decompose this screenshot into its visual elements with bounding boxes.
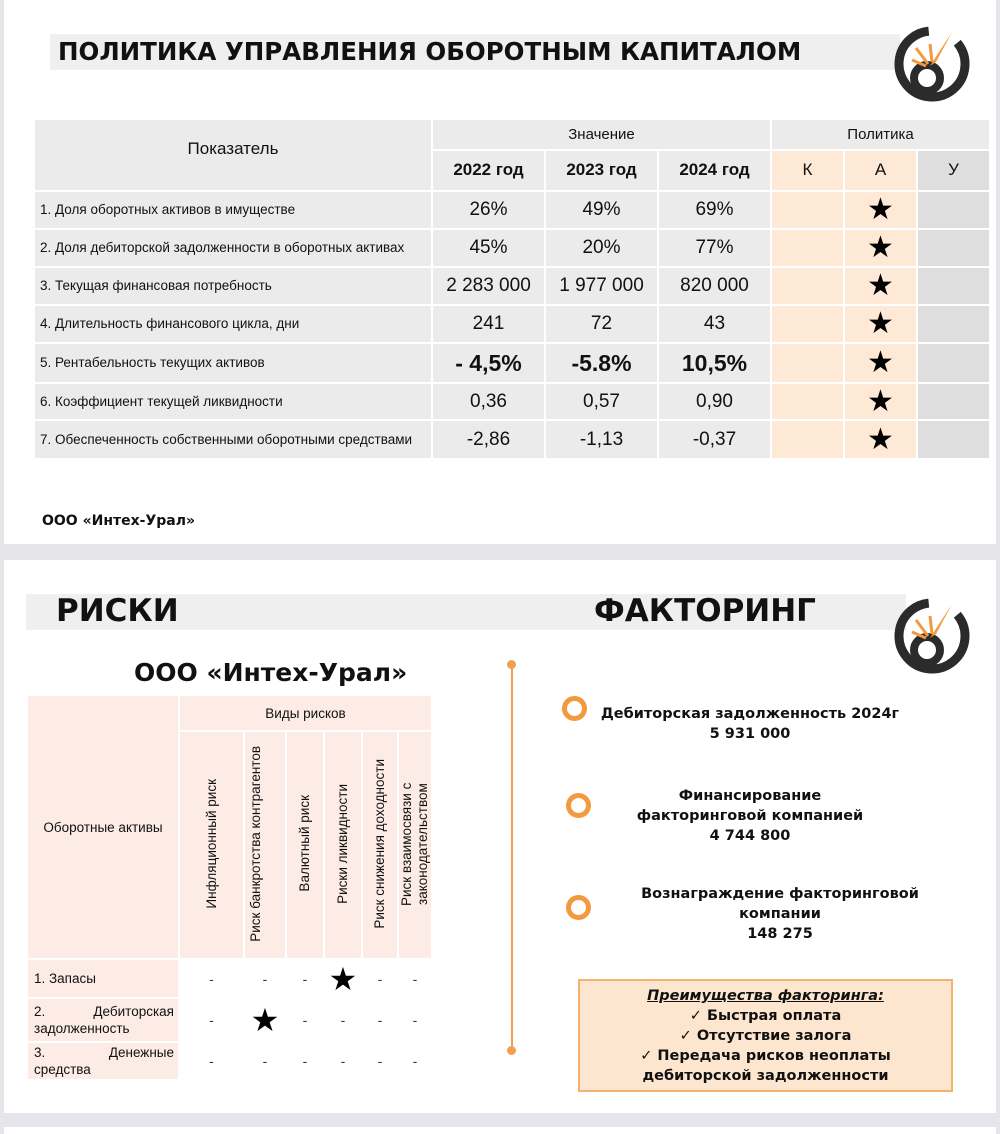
next-slide-edge: [4, 1127, 996, 1134]
factoring-receivables: [600, 704, 900, 744]
advantage-item: ✓ Передача рисков неоплаты дебиторской задолженности: [640, 1048, 891, 1084]
value-2023: 20%: [546, 230, 659, 268]
company-logo-icon: [892, 22, 972, 102]
row-name: 1. Доля оборотных активов в имуществе: [35, 192, 433, 230]
row-name: 2. Дебиторская задолженность: [28, 999, 180, 1043]
policy-u-cell: [918, 344, 991, 384]
star-icon: ★: [325, 960, 363, 999]
table-row: [35, 230, 991, 268]
risk-type-header: Риск банкротства контрагентов: [245, 732, 287, 960]
value-2024: 10,5%: [659, 344, 772, 384]
policy-a-cell: [845, 268, 918, 306]
risks-title: РИСКИ: [56, 593, 179, 629]
header-policy-k: К: [772, 151, 845, 192]
risk-company-name: ООО «Интех-Урал»: [134, 658, 408, 687]
policy-k-cell: [772, 344, 845, 384]
risk-mark: -: [399, 1043, 433, 1081]
fact-label: Финансирование факторинговой компанией: [636, 788, 864, 824]
risk-mark: -: [287, 960, 325, 999]
risk-type-header: Риски ликвидности: [325, 732, 363, 960]
check-icon: ✓: [640, 1048, 653, 1064]
header-risk-types: Виды рисков: [180, 696, 433, 732]
advantage-item: ✓ Отсутствие залога: [679, 1028, 852, 1044]
policy-u-cell: [918, 268, 991, 306]
value-2023: -1,13: [546, 421, 659, 458]
timeline-start-dot: [507, 660, 516, 669]
risk-mark: -: [325, 1043, 363, 1081]
value-2022: 26%: [433, 192, 546, 230]
policy-k-cell: [772, 306, 845, 344]
policy-table: [35, 120, 991, 458]
value-2024: 69%: [659, 192, 772, 230]
value-2022: 241: [433, 306, 546, 344]
value-2024: 820 000: [659, 268, 772, 306]
policy-k-cell: [772, 384, 845, 421]
risk-type-header: Риск взаимосвязи с законодательством: [399, 732, 433, 960]
value-2024: 43: [659, 306, 772, 344]
policy-a-cell: [845, 421, 918, 458]
star-icon: ★: [245, 999, 287, 1043]
bullet-ring-icon: [562, 696, 587, 721]
header-year-2024: 2024 год: [659, 151, 772, 192]
policy-u-cell: [918, 230, 991, 268]
policy-a-cell: [845, 192, 918, 230]
advantage-item: ✓ Быстрая оплата: [689, 1008, 842, 1024]
policy-u-cell: [918, 192, 991, 230]
policy-k-cell: [772, 192, 845, 230]
row-name: 5. Рентабельность текущих активов: [35, 344, 433, 384]
header-indicator: Показатель: [35, 120, 433, 192]
header-policy-group: Политика: [772, 120, 991, 151]
row-name: 1. Запасы: [28, 960, 180, 999]
risk-table: [28, 696, 433, 1081]
policy-u-cell: [918, 421, 991, 458]
table-row: [35, 306, 991, 344]
fact-label: Вознаграждение факторинговой компании: [641, 886, 919, 922]
slide-title: ПОЛИТИКА УПРАВЛЕНИЯ ОБОРОТНЫМ КАПИТАЛОМ: [58, 37, 802, 66]
value-2024: 0,90: [659, 384, 772, 421]
value-2024: -0,37: [659, 421, 772, 458]
fact-value: 5 931 000: [709, 726, 791, 742]
slide-risks-factoring: [4, 560, 996, 1113]
title-bar: [50, 34, 900, 70]
risk-mark: -: [363, 1043, 399, 1081]
header-year-2022: 2022 год: [433, 151, 546, 192]
risk-mark: -: [245, 960, 287, 999]
slide-working-capital-policy: [4, 0, 996, 544]
value-2022: 45%: [433, 230, 546, 268]
table-row: [28, 999, 433, 1043]
risk-mark: -: [363, 960, 399, 999]
value-2022: 2 283 000: [433, 268, 546, 306]
risk-mark: -: [399, 960, 433, 999]
star-icon: ★: [867, 269, 894, 302]
policy-k-cell: [772, 268, 845, 306]
company-logo-icon: [892, 594, 972, 674]
factoring-title: ФАКТОРИНГ: [594, 593, 816, 629]
bullet-ring-icon: [566, 895, 591, 920]
bullet-ring-icon: [566, 793, 591, 818]
star-icon: ★: [867, 307, 894, 340]
value-2024: 77%: [659, 230, 772, 268]
value-2023: -5.8%: [546, 344, 659, 384]
factoring-fee: [630, 884, 930, 944]
policy-k-cell: [772, 230, 845, 268]
star-icon: ★: [867, 422, 894, 456]
table-row: [28, 960, 433, 999]
value-2022: - 4,5%: [433, 344, 546, 384]
timeline-line: [511, 664, 513, 1050]
policy-u-cell: [918, 384, 991, 421]
header-policy-u: У: [918, 151, 991, 192]
star-icon: ★: [867, 231, 894, 264]
row-name: 3. Денежные средства: [28, 1043, 180, 1081]
table-row: [35, 192, 991, 230]
table-row: [28, 1043, 433, 1081]
policy-a-cell: [845, 230, 918, 268]
advantages-box: [578, 979, 953, 1092]
table-row: [35, 421, 991, 458]
policy-a-cell: [845, 306, 918, 344]
row-name: 3. Текущая финансовая потребность: [35, 268, 433, 306]
check-icon: ✓: [679, 1028, 692, 1044]
row-name: 4. Длительность финансового цикла, дни: [35, 306, 433, 344]
table-row: [35, 384, 991, 421]
star-icon: ★: [867, 384, 894, 418]
risk-mark: -: [287, 1043, 325, 1081]
header-policy-a: А: [845, 151, 918, 192]
risk-mark: -: [325, 999, 363, 1043]
check-icon: ✓: [689, 1008, 702, 1024]
header-value-group: Значение: [433, 120, 772, 151]
value-2022: -2,86: [433, 421, 546, 458]
title-bar: [26, 594, 906, 630]
factoring-financing: [630, 786, 870, 846]
risk-mark: -: [245, 1043, 287, 1081]
risk-type-header: Риск снижения доходности: [363, 732, 399, 960]
risk-mark: -: [180, 999, 245, 1043]
risk-mark: -: [287, 999, 325, 1043]
policy-u-cell: [918, 306, 991, 344]
fact-value: 4 744 800: [709, 828, 791, 844]
row-name: 2. Доля дебиторской задолженности в оборотных активах: [35, 230, 433, 268]
value-2023: 49%: [546, 192, 659, 230]
value-2023: 0,57: [546, 384, 659, 421]
star-icon: ★: [867, 346, 894, 379]
fact-value: 148 275: [747, 926, 813, 942]
star-icon: ★: [867, 193, 894, 226]
header-current-assets: Оборотные активы: [28, 696, 180, 960]
row-name: 6. Коэффициент текущей ликвидности: [35, 384, 433, 421]
fact-label: Дебиторская задолженность 2024г: [600, 706, 900, 722]
table-row: [35, 344, 991, 384]
header-year-2023: 2023 год: [546, 151, 659, 192]
policy-a-cell: [845, 384, 918, 421]
risk-mark: -: [399, 999, 433, 1043]
policy-k-cell: [772, 421, 845, 458]
table-row: [35, 268, 991, 306]
advantages-title: Преимущества факторинга:: [647, 988, 884, 1004]
value-2023: 72: [546, 306, 659, 344]
risk-type-header: Инфляционный риск: [180, 732, 245, 960]
value-2023: 1 977 000: [546, 268, 659, 306]
risk-mark: -: [180, 1043, 245, 1081]
value-2022: 0,36: [433, 384, 546, 421]
risk-mark: -: [363, 999, 399, 1043]
risk-type-header: Валютный риск: [287, 732, 325, 960]
timeline-end-dot: [507, 1046, 516, 1055]
company-name: ООО «Интех-Урал»: [42, 513, 196, 529]
risk-mark: -: [180, 960, 245, 999]
row-name: 7. Обеспеченность собственными оборотными средствами: [35, 421, 433, 458]
policy-a-cell: [845, 344, 918, 384]
